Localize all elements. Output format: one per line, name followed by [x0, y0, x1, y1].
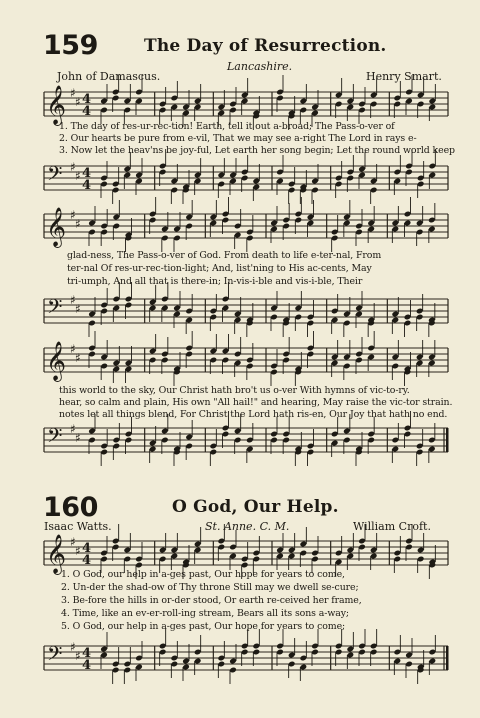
sharp-sign: ♯ [70, 422, 76, 436]
lyric-line: this world to the sky, Our Christ hath bro't us o-ver With hymns of vic-to-ry. [59, 385, 410, 396]
time-signature: 4 [82, 541, 92, 556]
bass-clef: 𝄢 [47, 162, 63, 190]
hymn-number: 160 [43, 492, 98, 523]
treble-clef: 𝄞 [46, 207, 67, 247]
lyric-line: 1. O God, our help in a-ges past, Our hope for years to come, [61, 569, 345, 580]
sharp-sign: ♯ [70, 342, 76, 356]
hymn-title: The Day of Resurrection. [144, 36, 387, 56]
sharp-sign: ♯ [75, 169, 81, 183]
time-signature: 4 [82, 553, 92, 568]
lyric-line: ter-nal Of res-ur-rec-tion-light; And, list'ning to His ac-cents, May [67, 263, 372, 274]
bass-staff [0, 422, 480, 462]
sharp-sign: ♯ [70, 535, 76, 549]
sharp-sign: ♯ [70, 293, 76, 307]
time-signature: 4 [82, 92, 92, 107]
lyric-line: 5. O God, our help in a-ges past, Our hope for years to come; [61, 621, 346, 632]
sharp-sign: ♯ [70, 208, 76, 222]
sharp-sign: ♯ [75, 95, 81, 109]
lyric-line: glad-ness, The Pass-o-ver of God. From death to life e-ter-nal, From [67, 250, 382, 261]
sharp-sign: ♯ [70, 640, 76, 654]
sharp-sign: ♯ [75, 302, 81, 316]
lyric-line: 4. Time, like an ev-er-roll-ing stream, Bears all its sons a-way; [61, 608, 349, 619]
lyric-line: 2. Our hearts be pure from e-vil, That we may see a-right The Lord in rays e- [59, 133, 417, 144]
sharp-sign: ♯ [70, 160, 76, 174]
bass-clef: 𝄢 [47, 424, 63, 452]
treble-staff [0, 342, 480, 382]
bass-clef: 𝄢 [47, 295, 63, 323]
sharp-sign: ♯ [75, 431, 81, 445]
lyric-line: 3. Be-fore the hills in or-der stood, Or earth re-ceived her frame, [61, 595, 362, 606]
tune-name: Lancashire. [227, 60, 293, 73]
tune-name: St. Anne. C. M. [205, 520, 290, 533]
sharp-sign: ♯ [75, 544, 81, 558]
treble-staff [0, 86, 480, 126]
time-signature: 4 [82, 178, 92, 193]
lyric-line: 2. Un-der the shad-ow of Thy throne Still may we dwell se-cure; [61, 582, 359, 593]
hymn-number: 159 [43, 30, 98, 61]
lyric-line: hear, so calm and plain, His own "All hail!" and hearing, May raise the vic-tor strain. [59, 397, 453, 408]
time-signature: 4 [82, 166, 92, 181]
bass-clef: 𝄢 [47, 642, 63, 670]
lyric-line: 3. Now let the heav'ns be joy-ful, Let earth her song begin; Let the round world keep [59, 145, 455, 156]
lyric-line: 1. The day of res-ur-rec-tion! Earth, tell it out a-broad; The Pass-o-ver of [59, 121, 395, 132]
time-signature: 4 [82, 658, 92, 673]
sharp-sign: ♯ [70, 86, 76, 100]
treble-clef: 𝄞 [46, 85, 67, 125]
composer-credit: William Croft. [353, 520, 431, 533]
lyric-line: notes let all things blend, For Christ the Lord hath ris-en, Our Joy that hath no end. [59, 409, 448, 420]
lyric-line: tri-umph, And all that is there-in; In-vis-i-ble and vis-i-ble, Their [67, 276, 363, 287]
bass-staff [0, 293, 480, 333]
sharp-sign: ♯ [75, 649, 81, 663]
author-credit: Isaac Watts. [44, 520, 112, 533]
treble-staff [0, 208, 480, 248]
composer-credit: Henry Smart. [366, 70, 442, 83]
time-signature: 4 [82, 646, 92, 661]
final-barline [446, 428, 449, 452]
author-credit: John of Damascus. [57, 70, 161, 83]
treble-clef: 𝄞 [46, 534, 67, 574]
bass-staff [0, 640, 480, 680]
time-signature: 4 [82, 104, 92, 119]
bass-staff [0, 160, 480, 200]
hymn-title: O God, Our Help. [172, 497, 339, 517]
sharp-sign: ♯ [75, 351, 81, 365]
sharp-sign: ♯ [75, 217, 81, 231]
treble-clef: 𝄞 [46, 341, 67, 381]
final-barline [446, 646, 449, 670]
